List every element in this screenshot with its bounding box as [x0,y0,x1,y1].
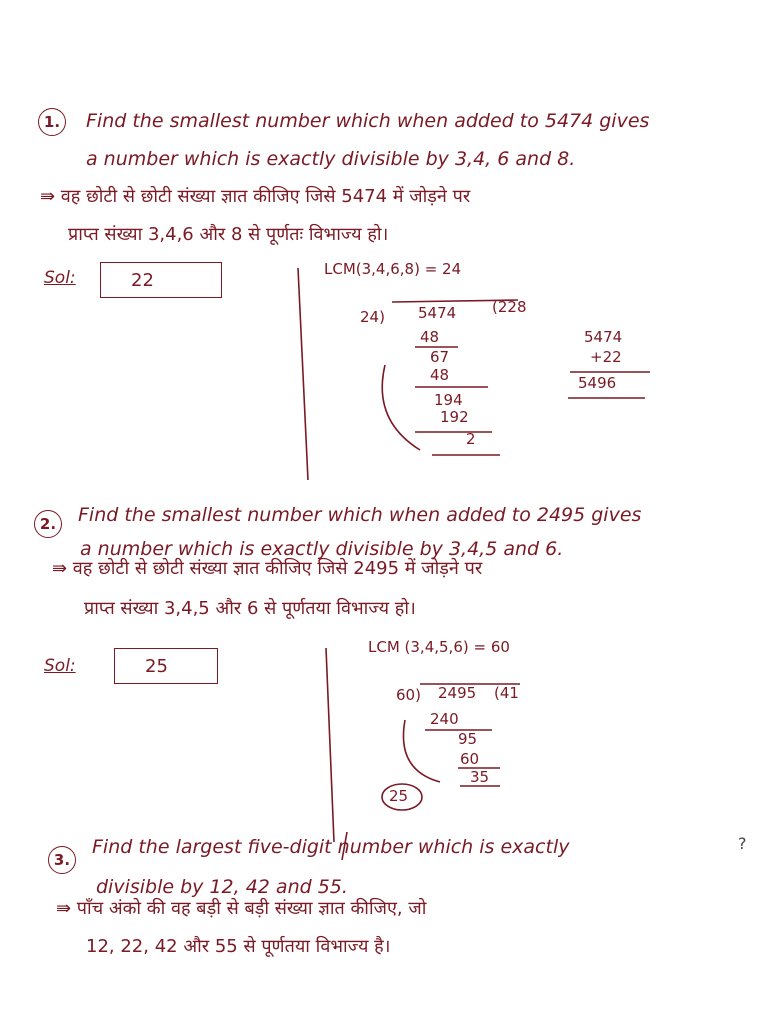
q3-english-line-2: divisible by 12, 42 and 55. [96,876,348,898]
q1-lcm: LCM(3,4,6,8) = 24 [324,260,462,278]
q1-vertical-divider [298,268,308,480]
q1-quotient: (228 [492,298,527,316]
q1-solution-label: Sol: [44,268,76,288]
q1-step-5: 192 [440,408,469,426]
q3-hindi-line-2: 12, 22, 42 और 55 से पूर्णतया विभाज्य है। [86,936,391,957]
q1-hindi-line-1: ⇛ वह छोटी से छोटी संख्या ज्ञात कीजिए जिसे 5474 में जोड़ने पर [40,186,471,207]
q2-english-line-1: Find the smallest number which when added to 2495 gives [78,504,642,526]
q2-lcm: LCM (3,4,5,6) = 60 [368,638,510,656]
q2-divisor: 60) [396,686,421,704]
q1-number-badge: 1. [38,108,66,136]
q1-dividend: 5474 [418,304,457,322]
q1-step-6: 2 [466,430,476,448]
q1-step-1: 48 [420,328,440,346]
q1-addition-top: 5474 [584,328,623,346]
q2-hindi-line-2: प्राप्त संख्या 3,4,5 और 6 से पूर्णतया विभाज्य हो। [84,598,416,619]
q2-circled-value: 25 [389,787,409,805]
q1-step-2: 67 [430,348,450,366]
q2-dividend: 2495 [438,684,477,702]
q1-step-3: 48 [430,366,450,384]
q1-english-line-1: Find the smallest number which when added to 5474 gives [86,110,650,132]
q2-number-badge: 2. [34,510,62,538]
q2-vertical-divider [326,648,334,842]
q1-addition-result: 5496 [578,374,617,392]
q2-step-3: 60 [460,750,480,768]
q1-hindi-line-2: प्राप्त संख्या 3,4,6 और 8 से पूर्णतः विभाज्य हो। [68,224,389,245]
q3-number-badge: 3. [48,846,76,874]
q1-division-bracket [382,365,420,450]
q3-hindi-line-1: ⇛ पाँच अंको की वह बड़ी से बड़ी संख्या ज्ञात कीजिए, जो [56,898,427,919]
q2-english-line-2: a number which is exactly divisible by 3,4,5 and 6. [80,538,564,560]
q3-english-line-1: Find the largest five-digit number which is exactly [92,836,570,858]
q1-divisor: 24) [360,308,385,326]
q2-step-4: 35 [470,768,490,786]
q2-hindi-line-1: ⇛ वह छोटी से छोटी संख्या ज्ञात कीजिए जिसे 2495 में जोड़ने पर [52,558,483,579]
q2-solution-label: Sol: [44,656,76,676]
q1-english-line-2: a number which is exactly divisible by 3,4, 6 and 8. [86,148,576,170]
q2-answer-box: 25 [114,648,218,684]
margin-question-mark: ? [738,834,747,853]
q1-addition-plus: +22 [590,348,622,366]
q1-step-4: 194 [434,391,463,409]
q2-step-1: 240 [430,710,459,728]
q2-step-2: 95 [458,730,478,748]
q1-answer-box: 22 [100,262,222,298]
q2-quotient: (41 [494,684,519,702]
